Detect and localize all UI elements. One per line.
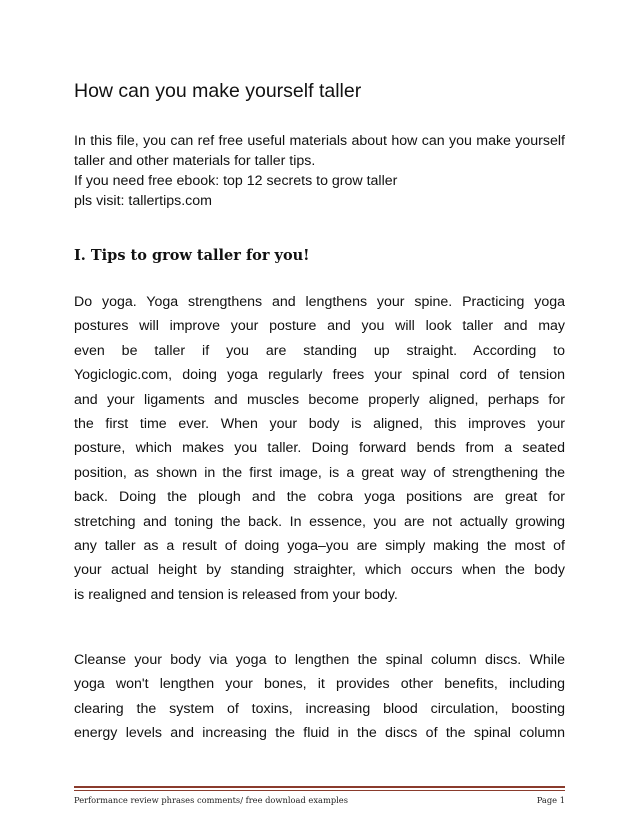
footer-divider-thin — [74, 790, 565, 791]
paragraph-line: position, as shown in the first image, is a great way of strengthening the — [74, 464, 565, 481]
paragraph-line: energy levels and increasing the fluid in the discs of the spinal column — [74, 725, 565, 742]
paragraph-line: is realigned and tension is released from your body. — [74, 586, 398, 603]
footer-divider — [74, 786, 565, 788]
footer-text: Performance review phrases comments/ free download examples — [74, 795, 348, 805]
paragraph-line: postures will improve your posture and you will look taller and may — [74, 318, 565, 335]
section-heading: I. Tips to grow taller for you! — [74, 247, 310, 264]
paragraph-line: Do yoga. Yoga strengthens and lengthens your spine. Practicing yoga — [74, 294, 565, 310]
intro-line-3: pls visit: tallertips.com — [74, 193, 212, 209]
paragraph-line: and your ligaments and muscles become properly aligned, perhaps for — [74, 391, 565, 408]
page-number: Page 1 — [536, 795, 565, 805]
paragraph-line: stretching and toning the back. In essence, you are not actually growing — [74, 513, 565, 530]
paragraph-line: your actual height by standing straighter, which occurs when the body — [74, 562, 565, 579]
paragraph-line: back. Doing the plough and the cobra yoga positions are great for — [74, 489, 565, 506]
paragraph-yoga — [74, 290, 565, 607]
intro-block — [74, 131, 565, 211]
intro-line-2: If you need free ebook: top 12 secrets to grow taller — [74, 173, 398, 189]
paragraph-line: Yogiclogic.com, doing yoga regularly frees your spinal cord of tension — [74, 367, 565, 384]
paragraph-line: posture, which makes you taller. Doing forward bends from a seated — [74, 440, 565, 457]
paragraph-line: Cleanse your body via yoga to lengthen the spinal column discs. While — [74, 652, 565, 668]
paragraph-line: the first time ever. When your body is aligned, this improves your — [74, 416, 565, 433]
paragraph-cleanse — [74, 648, 565, 746]
paragraph-line: clearing the system of toxins, increasing blood circulation, boosting — [74, 700, 565, 717]
document-title: How can you make yourself taller — [74, 80, 362, 102]
intro-line-1: In this file, you can ref free useful materials about how can you make yourself taller and other materials for taller tips. — [74, 133, 565, 169]
paragraph-line: even be taller if you are standing up straight. According to — [74, 342, 565, 359]
paragraph-line: any taller as a result of doing yoga–you are simply making the most of — [74, 538, 565, 555]
paragraph-line: yoga won't lengthen your bones, it provides other benefits, including — [74, 676, 565, 693]
